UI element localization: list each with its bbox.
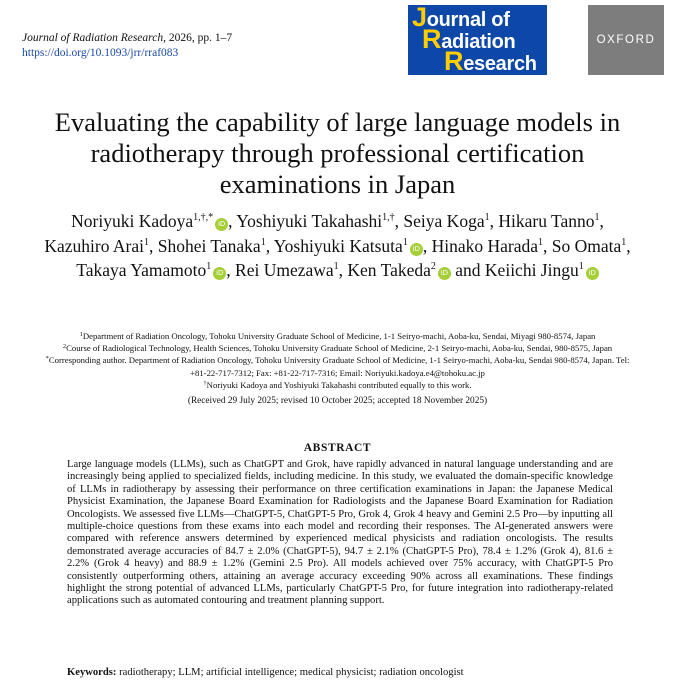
- affiliations: [40, 330, 635, 407]
- article-title: Evaluating the capability of large language models in radiotherapy through professional certification examinations in Japan: [54, 107, 621, 199]
- author-affiliation-marker: 1: [594, 212, 600, 223]
- author-separator: ,: [228, 211, 237, 231]
- citation-line: [22, 31, 232, 46]
- author: [485, 260, 599, 280]
- author: [498, 211, 599, 231]
- orcid-icon[interactable]: iD: [586, 267, 599, 280]
- affiliation-1: $^1$Department of Radiation Oncology, Tohoku University Graduate School of Medicine, 1-1 Seiryo-machi, Aoba-ku, Sendai, Miyagi 980-8574, Japan: [79, 331, 596, 341]
- author-name: Takaya Yamamoto: [76, 260, 207, 280]
- keywords-text: radiotherapy; LLM; artificial intelligence; medical physicist; radiation oncologist: [119, 667, 464, 678]
- author-name: Yoshiyuki Katsuta: [273, 235, 403, 256]
- journal-logo: [408, 2, 547, 76]
- author-name: Seiya Koga: [403, 211, 485, 231]
- equal-contribution-note: †Noriyuki Kadoya and Yoshiyuki Takahashi contributed equally to this work.: [203, 379, 472, 390]
- author-separator: ,: [265, 235, 274, 256]
- keywords: [67, 667, 613, 678]
- keywords-label: Keywords:: [67, 667, 117, 678]
- journal-reference: [22, 31, 232, 61]
- logo-line-2: Radiation: [422, 24, 516, 54]
- author-list: [30, 209, 645, 283]
- author-separator: ,: [226, 260, 236, 280]
- author-affiliation-marker: 1,†,*: [193, 212, 214, 223]
- author: [235, 260, 339, 280]
- author-affiliation-marker: 1: [402, 236, 408, 248]
- author-name: Ken Takeda: [347, 260, 431, 280]
- logo-line-3: Research: [444, 46, 537, 76]
- author: [44, 236, 149, 256]
- author-name: Kazuhiro Arai: [44, 235, 144, 256]
- author-affiliation-marker: 1: [206, 261, 212, 272]
- author-affiliation-marker: 1: [578, 261, 584, 272]
- author: [347, 260, 450, 280]
- author: [76, 260, 226, 280]
- author-name: Keiichi Jingu: [484, 260, 579, 280]
- author-affiliation-marker: 1: [484, 212, 490, 223]
- author-name: Hikaru Tanno: [498, 211, 595, 231]
- author: [158, 236, 266, 256]
- orcid-icon[interactable]: iD: [438, 267, 451, 280]
- author-separator: ,: [626, 235, 631, 256]
- author-separator: ,: [542, 235, 552, 256]
- author-separator: and: [450, 260, 485, 280]
- author: [71, 211, 228, 231]
- abstract-heading: ABSTRACT: [303, 442, 372, 454]
- publisher-logo: OXFORD: [588, 5, 664, 75]
- author-name: Hinako Harada: [431, 235, 538, 256]
- author: [274, 236, 423, 256]
- abstract-text: Large language models (LLMs), such as ChatGPT and Grok, have rapidly advanced in natural language understanding and are increasingly being applied to specialized fields, including medicine. In this study, we evaluated the domain-specific knowledge of LLMs in radiotherapy by assessing their performance on three certification examinations in Japan: the Japanese Medical Physicist Examination, the Japanese Board Examination for Radiologists and the Japanese Board Examination for Radiation Oncologists. We assessed five LLMs—ChatGPT-5, ChatGPT-5 Pro, Grok 4, Grok 4 heavy and Gemini 2.5 Pro—by inputting all multiple-choice questions from these exams into each model and recording their responses. The AI-generated answers were compared with reference answers determined by experienced medical physicists and radiation oncologists. The results demonstrated average accuracies of 84.7 ± 2.0% (ChatGPT-5), 94.7 ± 2.1% (ChatGPT-5 Pro), 78.4 ± 1.2% (Grok 4), 81.6 ± 2.2% (Grok 4 heavy) and 88.9 ± 1.2% (Gemini 2.5 Pro). All models achieved over 75% accuracy, with ChatGPT-5 Pro consistently outperforming others, attaining an average accuracy exceeding 90% across all examinations. These findings highlight the strong potential of advanced LLMs, particularly ChatGPT-5 Pro, for future integration into radiotherapy-related applications such as automated contouring and treatment planning support.: [67, 459, 613, 607]
- author-affiliation-marker: 1,†: [382, 212, 395, 223]
- author: [403, 211, 489, 231]
- author-affiliation-marker: 1: [143, 236, 149, 248]
- logo-line-1: Journal of: [412, 2, 510, 32]
- author-affiliation-marker: 1: [260, 236, 266, 248]
- author-separator: ,: [599, 211, 604, 231]
- author-separator: ,: [422, 235, 432, 256]
- journal-name: Journal of Radiation Research: [22, 32, 164, 44]
- affiliation-2: $^2$Course of Radiological Technology, Health Sciences, Tohoku University Graduate School of Medicine, 2-1 Seiryo-machi, Aoba-ku, Sendai, 980-8575, Japan: [62, 343, 613, 354]
- author-name: Noriyuki Kadoya: [71, 211, 194, 231]
- author-separator: ,: [338, 260, 348, 280]
- corresponding-author-note: *Corresponding author. Department of Radiation Oncology, Tohoku University Graduate School of Medicine, 1-1 Seiryo-machi, Aoba-ku, Sendai 980-8574, Japan. Tel: +81-22-717-7312; Fax: +81-22-717-7316; Email: Noriyuki.kadoya.e4@tohoku.ac.jp: [45, 355, 630, 378]
- author: [236, 211, 394, 231]
- orcid-icon[interactable]: iD: [410, 243, 423, 256]
- author-separator: ,: [489, 211, 499, 231]
- orcid-icon[interactable]: iD: [213, 267, 226, 280]
- author: [552, 236, 627, 256]
- received-dates: (Received 29 July 2025; revised 10 October 2025; accepted 18 November 2025): [187, 396, 488, 407]
- author-name: Rei Umezawa: [235, 260, 334, 280]
- author-separator: ,: [394, 211, 404, 231]
- orcid-icon[interactable]: iD: [215, 218, 228, 231]
- citation-details: , 2026, pp. 1–7: [163, 32, 233, 44]
- author-name: Shohei Tanaka: [157, 235, 261, 256]
- author-affiliation-marker: 1: [537, 236, 543, 248]
- author-name: Yoshiyuki Takahashi: [236, 211, 383, 231]
- author-separator: ,: [148, 235, 158, 256]
- author: [432, 236, 543, 256]
- doi-link[interactable]: https://doi.org/10.1093/jrr/rraf083: [22, 47, 179, 59]
- author-affiliation-marker: 1: [333, 261, 339, 272]
- author-name: So Omata: [551, 235, 622, 256]
- author-affiliation-marker: 1: [621, 236, 627, 248]
- author-affiliation-marker: 2: [430, 261, 436, 272]
